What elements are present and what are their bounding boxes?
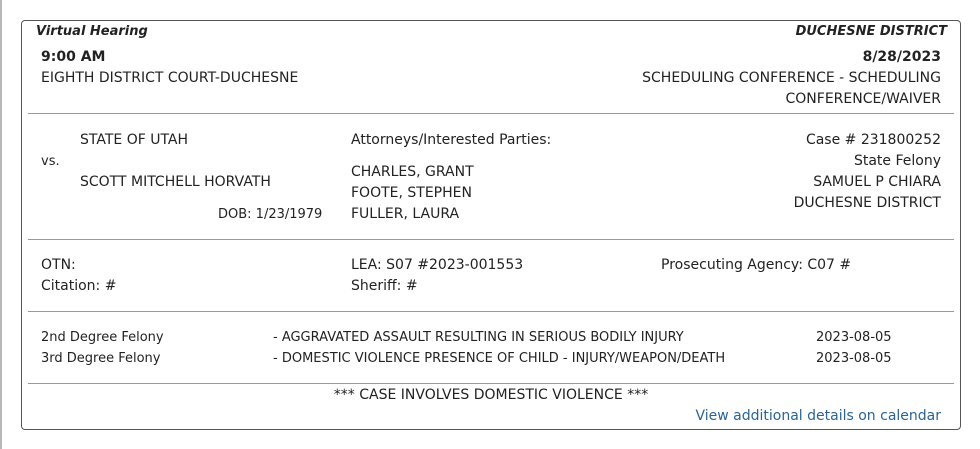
charge-date: 2023-08-05: [816, 351, 892, 366]
attorney-name: FOOTE, STEPHEN: [351, 185, 472, 201]
charge-date: 2023-08-05: [816, 330, 892, 345]
citation-label: Citation: #: [41, 278, 117, 294]
charge-description: - DOMESTIC VIOLENCE PRESENCE OF CHILD - INJURY/WEAPON/DEATH: [273, 351, 726, 366]
plaintiff-name: STATE OF UTAH: [80, 132, 189, 148]
case-type: State Felony: [853, 153, 941, 169]
attorneys-label: Attorneys/Interested Parties:: [351, 132, 552, 148]
divider: [28, 311, 954, 312]
charge-degree: 2nd Degree Felony: [41, 330, 164, 345]
divider: [28, 383, 954, 384]
versus-label: vs.: [41, 154, 60, 169]
hearing-card: [21, 20, 961, 430]
left-edge-rule: [0, 0, 2, 449]
charge-degree: 3rd Degree Felony: [41, 351, 161, 366]
district-label: DUCHESNE DISTRICT: [795, 24, 947, 39]
charge-description: - AGGRAVATED ASSAULT RESULTING IN SERIOUS BODILY INJURY: [273, 330, 684, 345]
hearing-date: 8/28/2023: [862, 49, 941, 65]
defendant-name: SCOTT MITCHELL HORVATH: [80, 174, 271, 190]
defendant-dob: DOB: 1/23/1979: [218, 207, 323, 222]
domestic-violence-notice: *** CASE INVOLVES DOMESTIC VIOLENCE ***: [333, 387, 649, 403]
prosecuting-agency: Prosecuting Agency: C07 #: [661, 257, 852, 273]
hearing-type: Virtual Hearing: [36, 24, 148, 39]
judge-name: SAMUEL P CHIARA: [813, 174, 941, 190]
attorney-name: CHARLES, GRANT: [351, 164, 474, 180]
sheriff-label: Sheriff: #: [351, 278, 418, 294]
view-details-link[interactable]: View additional details on calendar: [695, 408, 941, 424]
divider: [28, 239, 954, 240]
hearing-description-line2: CONFERENCE/WAIVER: [785, 91, 941, 107]
case-number: Case # 231800252: [805, 132, 941, 148]
case-location: DUCHESNE DISTRICT: [793, 195, 941, 211]
otn-label: OTN:: [41, 257, 76, 273]
divider: [28, 113, 954, 114]
attorney-name: FULLER, LAURA: [351, 206, 460, 222]
lea-number: LEA: S07 #2023-001553: [351, 257, 524, 273]
court-name: EIGHTH DISTRICT COURT-DUCHESNE: [41, 70, 299, 86]
hearing-time: 9:00 AM: [41, 49, 106, 65]
hearing-description-line1: SCHEDULING CONFERENCE - SCHEDULING: [642, 70, 941, 86]
